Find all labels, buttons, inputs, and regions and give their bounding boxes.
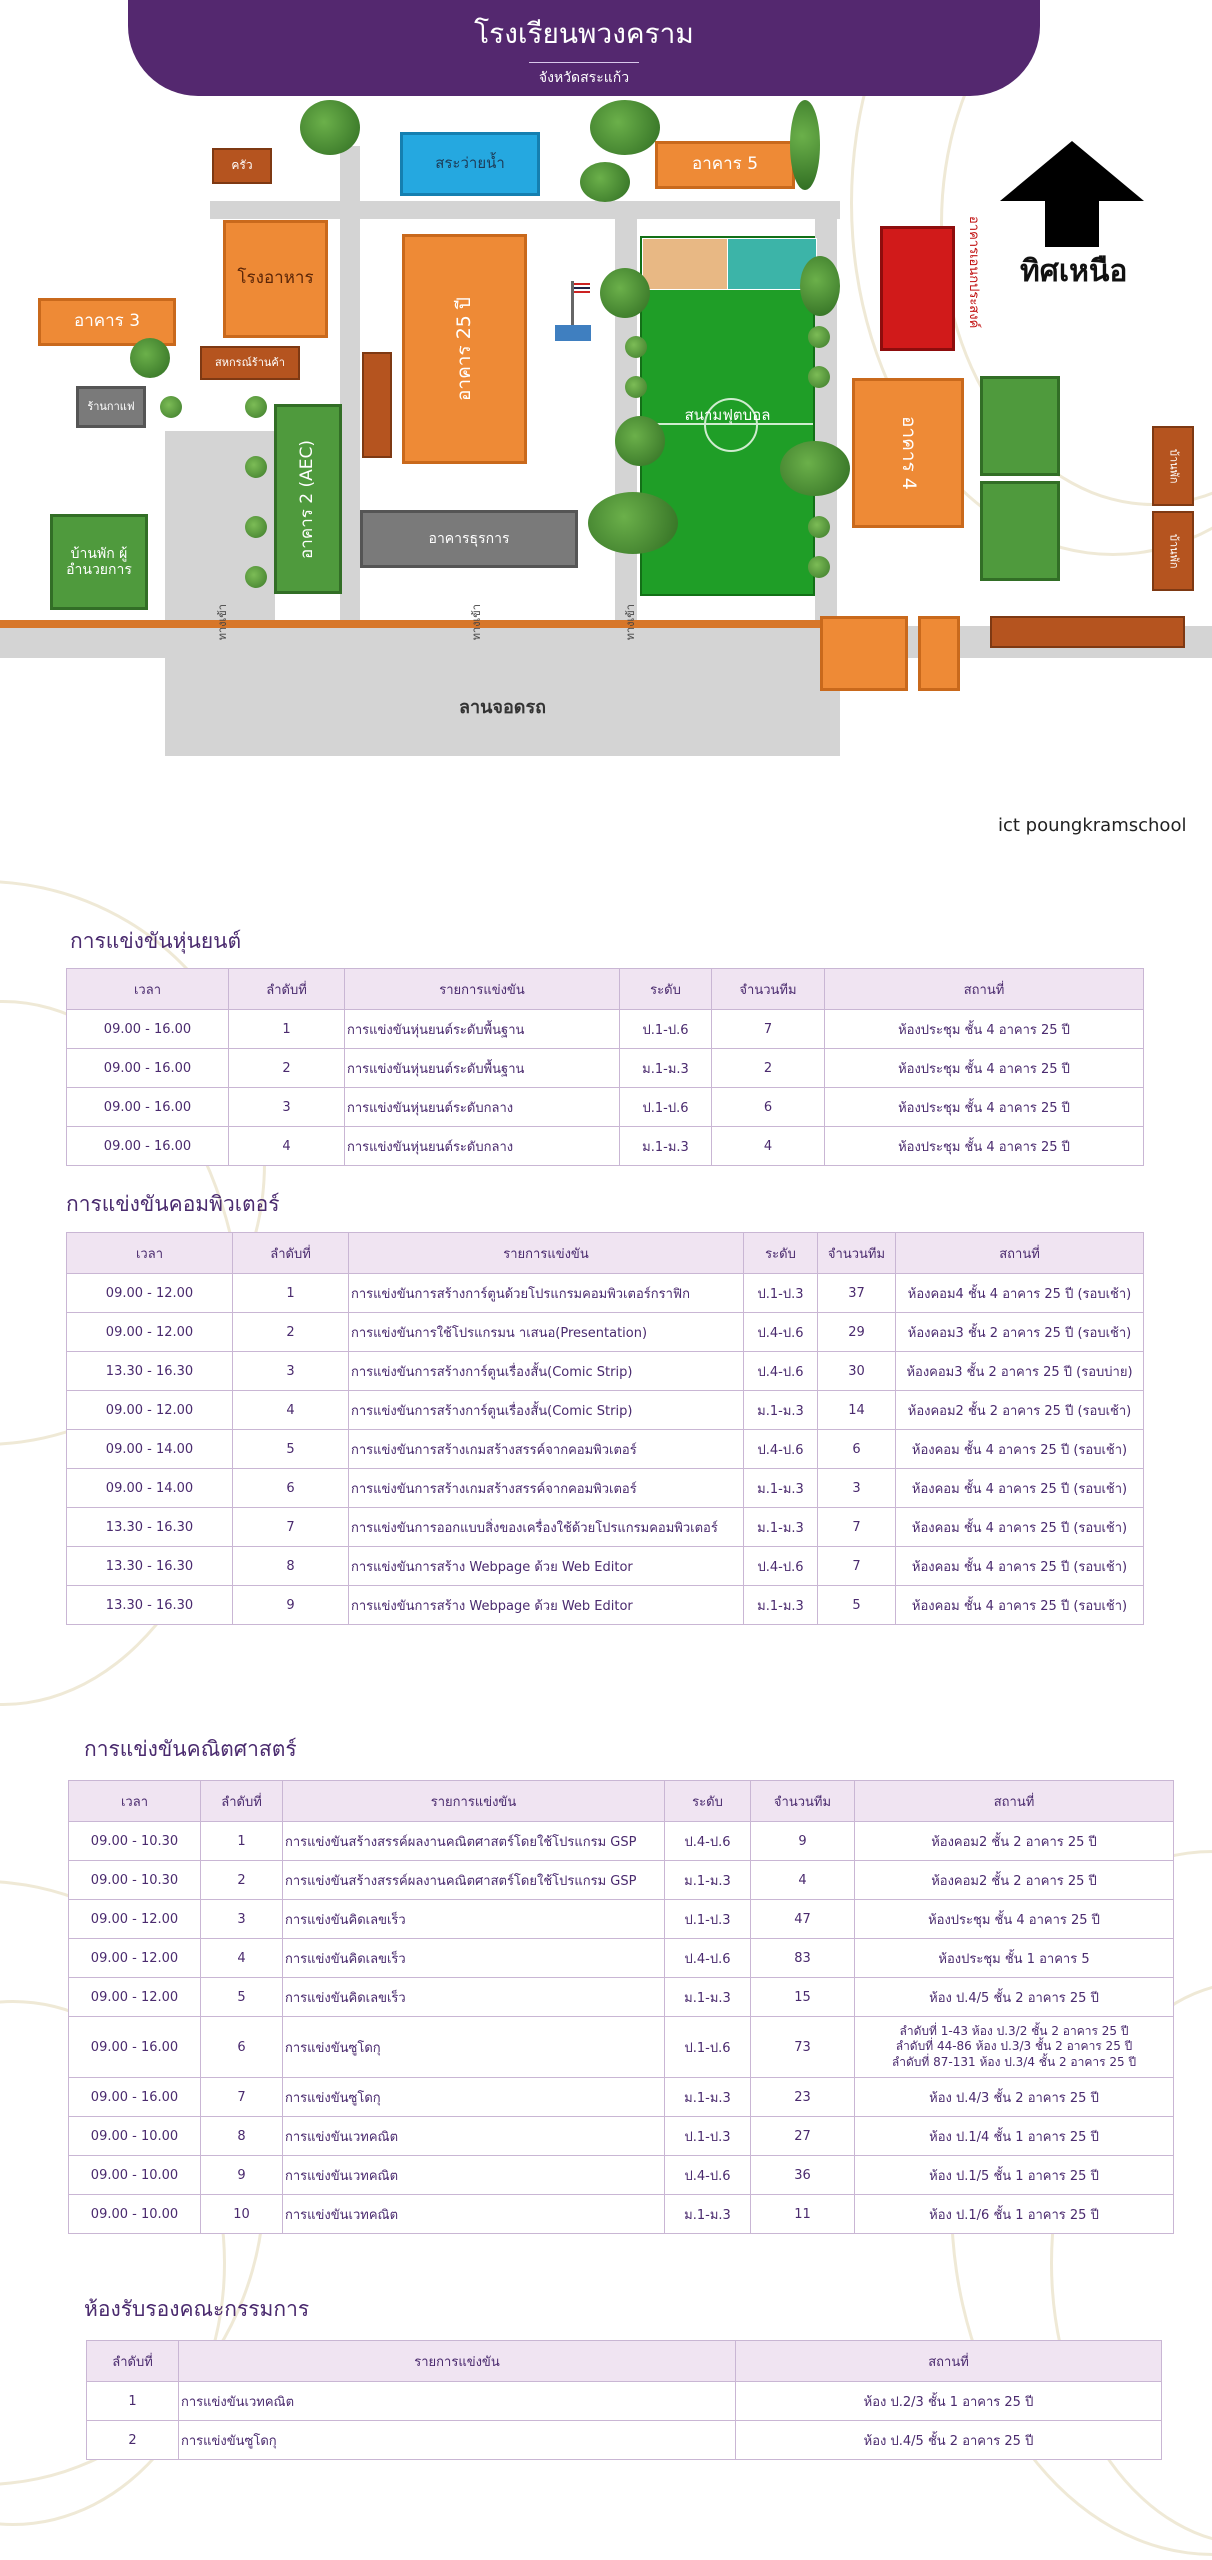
long-building-east	[990, 616, 1185, 648]
gate-block-1	[820, 616, 908, 691]
province-name: จังหวัดสระแก้ว	[538, 70, 630, 86]
table-row	[67, 1049, 1144, 1088]
table-cell: ห้อง ป.1/6 ชั้น 1 อาคาร 25 ปี	[855, 2195, 1174, 2234]
table-cell: ม.1-ม.3	[620, 1049, 712, 1088]
table-cell: ห้องคอม3 ชั้น 2 อาคาร 25 ปี (รอบเช้า)	[896, 1313, 1144, 1352]
table-row	[67, 1127, 1144, 1166]
committee-section-title: ห้องรับรองคณะกรรมการ	[84, 2297, 310, 2321]
table-cell: ห้องประชุม ชั้น 4 อาคาร 25 ปี	[825, 1010, 1144, 1049]
table-cell: 7	[818, 1547, 896, 1586]
tree	[790, 100, 820, 190]
table-cell: ม.1-ม.3	[744, 1391, 818, 1430]
table-cell: ป.1-ป.6	[665, 2017, 751, 2078]
table-cell: 10	[201, 2195, 283, 2234]
house-2: บ้านพัก	[1152, 511, 1194, 591]
table-cell: 09.00 - 10.30	[69, 1861, 201, 1900]
table-cell: 6	[712, 1088, 825, 1127]
table-cell: การแข่งขันการใช้โปรแกรมน าเสนอ(Presentation)	[349, 1313, 744, 1352]
robot-section-title: การแข่งขันหุ่นยนต์	[70, 929, 242, 953]
table-cell: การแข่งขันการสร้างการ์ตูนด้วยโปรแกรมคอมพิวเตอร์กราฟิก	[349, 1274, 744, 1313]
table-cell: 4	[751, 1861, 855, 1900]
table-cell: ป.4-ป.6	[744, 1430, 818, 1469]
parking-area	[165, 656, 840, 756]
table-cell: การแข่งขันคิดเลขเร็ว	[283, 1939, 665, 1978]
palm-tree	[625, 336, 647, 358]
table-cell: 09.00 - 16.00	[69, 2078, 201, 2117]
table-cell: การแข่งขันการออกแบบสิ่งของเครื่องใช้ด้วยโปรแกรมคอมพิวเตอร์	[349, 1508, 744, 1547]
table-cell: การแข่งขันคิดเลขเร็ว	[283, 1978, 665, 2017]
table-cell: การแข่งขันซูโดกุ	[283, 2078, 665, 2117]
table-cell: 1	[87, 2382, 179, 2421]
green-block-1	[980, 376, 1060, 476]
table-cell: ป.1-ป.6	[620, 1010, 712, 1049]
table-cell: ม.1-ม.3	[665, 1861, 751, 1900]
table-cell: ห้องคอม2 ชั้น 2 อาคาร 25 ปี	[855, 1822, 1174, 1861]
table-cell: การแข่งขันการสร้าง Webpage ด้วย Web Editor	[349, 1547, 744, 1586]
table-cell: ป.1-ป.3	[665, 2117, 751, 2156]
table-cell: ห้อง ป.4/3 ชั้น 2 อาคาร 25 ปี	[855, 2078, 1174, 2117]
table-cell: 09.00 - 10.30	[69, 1822, 201, 1861]
col-level: ระดับ	[665, 1781, 751, 1822]
table-cell: 9	[201, 2156, 283, 2195]
table-cell: ห้องคอม3 ชั้น 2 อาคาร 25 ปี (รอบบ่าย)	[896, 1352, 1144, 1391]
table-cell: 8	[201, 2117, 283, 2156]
table-row	[67, 1586, 1144, 1625]
table-cell: ห้อง ป.1/4 ชั้น 1 อาคาร 25 ปี	[855, 2117, 1174, 2156]
table-cell: การแข่งขันเวทคณิต	[283, 2195, 665, 2234]
computer-table-body	[67, 1274, 1144, 1625]
table-row	[67, 1010, 1144, 1049]
tree	[615, 416, 665, 466]
table-cell: การแข่งขันเวทคณิต	[283, 2117, 665, 2156]
table-cell: 3	[233, 1352, 349, 1391]
school-header	[128, 0, 1040, 96]
table-cell: 09.00 - 16.00	[67, 1088, 229, 1127]
table-cell: การแข่งขันหุ่นยนต์ระดับพื้นฐาน	[345, 1049, 620, 1088]
computer-table-header	[67, 1233, 1144, 1274]
col-venue: สถานที่	[736, 2341, 1162, 2382]
swimming-pool: สระว่ายน้ำ	[400, 132, 540, 196]
table-cell: ม.1-ม.3	[665, 2078, 751, 2117]
robot-table-header	[67, 969, 1144, 1010]
table-row	[69, 1822, 1174, 1861]
table-cell: 09.00 - 16.00	[69, 2017, 201, 2078]
computer-table	[66, 1232, 1144, 1625]
robot-table-body	[67, 1010, 1144, 1166]
kitchen-building: ครัว	[212, 148, 272, 184]
table-cell: 1	[233, 1274, 349, 1313]
table-cell: 2	[712, 1049, 825, 1088]
table-cell: 09.00 - 12.00	[67, 1391, 233, 1430]
table-row	[69, 1939, 1174, 1978]
table-row	[67, 1469, 1144, 1508]
table-row	[69, 2156, 1174, 2195]
table-cell: 29	[818, 1313, 896, 1352]
table-cell: 2	[201, 1861, 283, 1900]
table-cell: ป.1-ป.6	[620, 1088, 712, 1127]
multipurpose-building	[880, 226, 955, 351]
canteen-building: โรงอาหาร	[223, 220, 328, 338]
table-cell: 13.30 - 16.30	[67, 1508, 233, 1547]
north-arrow-shaft	[1045, 199, 1099, 247]
robot-table	[66, 968, 1144, 1166]
school-name: โรงเรียนพวงคราม	[474, 17, 694, 50]
fence-line	[0, 620, 840, 628]
table-cell: ห้อง ป.1/5 ชั้น 1 อาคาร 25 ปี	[855, 2156, 1174, 2195]
col-venue: สถานที่	[825, 969, 1144, 1010]
entrance-label-3: ทางเข้า	[624, 604, 637, 641]
north-label: ทิศเหนือ	[1020, 254, 1128, 289]
table-cell: 47	[751, 1900, 855, 1939]
table-cell: ป.1-ป.3	[665, 1900, 751, 1939]
table-cell: 09.00 - 10.00	[69, 2117, 201, 2156]
table-cell: 4	[712, 1127, 825, 1166]
palm-tree	[808, 516, 830, 538]
green-block-2	[980, 481, 1060, 581]
admin-building: อาคารธุรการ	[360, 510, 578, 568]
table-cell: 6	[233, 1469, 349, 1508]
coffee-shop: ร้านกาแฟ	[76, 386, 146, 428]
table-cell: 09.00 - 12.00	[69, 1900, 201, 1939]
col-time: เวลา	[67, 1233, 233, 1274]
table-cell: 13.30 - 16.30	[67, 1547, 233, 1586]
table-row	[69, 2117, 1174, 2156]
table-cell: 3	[818, 1469, 896, 1508]
table-cell: ม.1-ม.3	[665, 1978, 751, 2017]
committee-table-body	[87, 2382, 1162, 2460]
table-cell: การแข่งขันเวทคณิต	[283, 2156, 665, 2195]
math-section-title: การแข่งขันคณิตศาสตร์	[84, 1737, 297, 1761]
palm-tree	[245, 396, 267, 418]
table-cell: 09.00 - 12.00	[67, 1274, 233, 1313]
tree	[590, 100, 660, 155]
table-cell: 37	[818, 1274, 896, 1313]
committee-table-header	[87, 2341, 1162, 2382]
table-cell: การแข่งขันการสร้างเกมสร้างสรรค์จากคอมพิวเตอร์	[349, 1430, 744, 1469]
table-cell: 9	[233, 1586, 349, 1625]
table-cell: 09.00 - 12.00	[67, 1313, 233, 1352]
table-cell: 1	[201, 1822, 283, 1861]
col-event: รายการแข่งขัน	[349, 1233, 744, 1274]
col-time: เวลา	[69, 1781, 201, 1822]
col-teams: จำนวนทีม	[818, 1233, 896, 1274]
table-cell: การแข่งขันเวทคณิต	[179, 2382, 736, 2421]
table-cell: ม.1-ม.3	[665, 2195, 751, 2234]
col-event: รายการแข่งขัน	[179, 2341, 736, 2382]
table-row	[67, 1274, 1144, 1313]
small-block-west	[362, 352, 392, 458]
table-cell: 14	[818, 1391, 896, 1430]
table-row	[69, 2078, 1174, 2117]
table-cell: 9	[751, 1822, 855, 1861]
palm-tree	[160, 396, 182, 418]
table-cell: ห้องคอม ชั้น 4 อาคาร 25 ปี (รอบเช้า)	[896, 1469, 1144, 1508]
table-cell: การแข่งขันสร้างสรรค์ผลงานคณิตศาสตร์โดยใช้โปรแกรม GSP	[283, 1861, 665, 1900]
table-cell: ห้องประชุม ชั้น 4 อาคาร 25 ปี	[825, 1088, 1144, 1127]
palm-tree	[808, 326, 830, 348]
table-cell: 83	[751, 1939, 855, 1978]
table-cell: 8	[233, 1547, 349, 1586]
table-cell: ห้องคอม4 ชั้น 4 อาคาร 25 ปี (รอบเช้า)	[896, 1274, 1144, 1313]
multipurpose-label: อาคารเอนกประสงค์	[966, 216, 981, 329]
table-cell: การแข่งขันหุ่นยนต์ระดับกลาง	[345, 1127, 620, 1166]
house-1: บ้านพัก	[1152, 426, 1194, 506]
table-cell: การแข่งขันซูโดกุ	[283, 2017, 665, 2078]
table-cell: 09.00 - 16.00	[67, 1049, 229, 1088]
table-cell: 15	[751, 1978, 855, 2017]
col-teams: จำนวนทีม	[712, 969, 825, 1010]
table-cell: 4	[201, 1939, 283, 1978]
header-divider	[529, 62, 639, 63]
table-cell: การแข่งขันสร้างสรรค์ผลงานคณิตศาสตร์โดยใช้โปรแกรม GSP	[283, 1822, 665, 1861]
palm-tree	[245, 516, 267, 538]
col-order: ลำดับที่	[201, 1781, 283, 1822]
table-cell: 09.00 - 14.00	[67, 1430, 233, 1469]
table-cell: 4	[233, 1391, 349, 1430]
table-cell: 7	[201, 2078, 283, 2117]
table-cell: 7	[712, 1010, 825, 1049]
north-arrow-icon	[1000, 141, 1144, 201]
table-cell: ห้องประชุม ชั้น 4 อาคาร 25 ปี	[825, 1127, 1144, 1166]
table-cell: 09.00 - 12.00	[69, 1978, 201, 2017]
table-cell: 5	[201, 1978, 283, 2017]
table-row	[69, 2017, 1174, 2078]
table-cell: ห้องคอม2 ชั้น 2 อาคาร 25 ปี	[855, 1861, 1174, 1900]
table-cell: 09.00 - 12.00	[69, 1939, 201, 1978]
table-cell: 7	[233, 1508, 349, 1547]
table-cell: ป.4-ป.6	[744, 1352, 818, 1391]
table-row	[67, 1313, 1144, 1352]
building-2-aec: อาคาร 2 (AEC)	[274, 404, 342, 594]
table-cell: 09.00 - 14.00	[67, 1469, 233, 1508]
table-cell: ป.4-ป.6	[665, 1939, 751, 1978]
table-cell: ห้อง ป.2/3 ชั้น 1 อาคาร 25 ปี	[736, 2382, 1162, 2421]
col-time: เวลา	[67, 969, 229, 1010]
col-event: รายการแข่งขัน	[345, 969, 620, 1010]
gate-block-2	[918, 616, 960, 691]
table-cell: ลำดับที่ 1-43 ห้อง ป.3/2 ชั้น 2 อาคาร 25 ปี ลำดับที่ 44-86 ห้อง ป.3/3 ชั้น 2 อาคาร 25 ปี ลำดับที่ 87-131 ห้อง ป.3/4 ชั้น 2 อาคาร 25 ปี	[855, 2017, 1174, 2078]
table-cell: ห้องคอม ชั้น 4 อาคาร 25 ปี (รอบเช้า)	[896, 1508, 1144, 1547]
table-cell: 7	[818, 1508, 896, 1547]
coop-shop: สหกรณ์ร้านค้า	[200, 346, 300, 380]
table-cell: 27	[751, 2117, 855, 2156]
parking-label: ลานจอดรถ	[458, 696, 547, 718]
table-row	[67, 1430, 1144, 1469]
table-cell: 09.00 - 10.00	[69, 2156, 201, 2195]
col-event: รายการแข่งขัน	[283, 1781, 665, 1822]
table-row	[67, 1088, 1144, 1127]
col-venue: สถานที่	[896, 1233, 1144, 1274]
table-cell: ห้องคอม2 ชั้น 2 อาคาร 25 ปี (รอบเช้า)	[896, 1391, 1144, 1430]
table-cell: ห้องประชุม ชั้น 1 อาคาร 5	[855, 1939, 1174, 1978]
flagpole	[555, 281, 591, 341]
table-cell: 6	[201, 2017, 283, 2078]
table-cell: ห้องประชุม ชั้น 4 อาคาร 25 ปี	[855, 1900, 1174, 1939]
math-table-header	[69, 1781, 1174, 1822]
table-cell: ม.1-ม.3	[744, 1469, 818, 1508]
computer-section-title: การแข่งขันคอมพิวเตอร์	[66, 1192, 280, 1216]
col-level: ระดับ	[620, 969, 712, 1010]
table-cell: 2	[229, 1049, 345, 1088]
building-5: อาคาร 5	[655, 141, 795, 189]
building-4: อาคาร 4	[852, 378, 964, 528]
school-map	[0, 96, 1212, 756]
table-cell: ป.4-ป.6	[744, 1547, 818, 1586]
table-row	[67, 1547, 1144, 1586]
tree	[130, 338, 170, 378]
table-cell: ม.1-ม.3	[620, 1127, 712, 1166]
table-cell: ห้อง ป.4/5 ชั้น 2 อาคาร 25 ปี	[736, 2421, 1162, 2460]
tree	[588, 492, 678, 554]
table-row	[69, 1978, 1174, 2017]
table-cell: ป.4-ป.6	[665, 1822, 751, 1861]
table-cell: การแข่งขันคิดเลขเร็ว	[283, 1900, 665, 1939]
table-cell: การแข่งขันการสร้างการ์ตูนเรื่องสั้น(Comic Strip)	[349, 1352, 744, 1391]
director-housing: บ้านพัก ผู้อำนวยการ	[50, 514, 148, 610]
entrance-label-1: ทางเข้า	[216, 604, 229, 641]
table-cell: ป.4-ป.6	[665, 2156, 751, 2195]
table-cell: 13.30 - 16.30	[67, 1352, 233, 1391]
table-cell: การแข่งขันหุ่นยนต์ระดับกลาง	[345, 1088, 620, 1127]
table-cell: 1	[229, 1010, 345, 1049]
table-cell: 4	[229, 1127, 345, 1166]
basketball-court	[642, 238, 729, 290]
table-cell: ม.1-ม.3	[744, 1586, 818, 1625]
table-cell: 11	[751, 2195, 855, 2234]
table-row	[67, 1508, 1144, 1547]
col-order: ลำดับที่	[233, 1233, 349, 1274]
table-row	[67, 1352, 1144, 1391]
building-25-years: อาคาร 25 ปี	[402, 234, 527, 464]
table-cell: การแข่งขันการสร้าง Webpage ด้วย Web Editor	[349, 1586, 744, 1625]
table-cell: 23	[751, 2078, 855, 2117]
table-cell: ป.1-ป.3	[744, 1274, 818, 1313]
table-cell: 6	[818, 1430, 896, 1469]
table-row	[87, 2421, 1162, 2460]
table-row	[69, 1861, 1174, 1900]
table-cell: 2	[87, 2421, 179, 2460]
table-cell: 2	[233, 1313, 349, 1352]
tree	[780, 441, 850, 496]
table-cell: 73	[751, 2017, 855, 2078]
table-row	[69, 2195, 1174, 2234]
table-cell: ห้องประชุม ชั้น 4 อาคาร 25 ปี	[825, 1049, 1144, 1088]
col-level: ระดับ	[744, 1233, 818, 1274]
entrance-label-2: ทางเข้า	[470, 604, 483, 641]
table-cell: 09.00 - 16.00	[67, 1010, 229, 1049]
table-cell: ห้องคอม ชั้น 4 อาคาร 25 ปี (รอบเช้า)	[896, 1586, 1144, 1625]
table-cell: 5	[818, 1586, 896, 1625]
table-cell: การแข่งขันการสร้างเกมสร้างสรรค์จากคอมพิวเตอร์	[349, 1469, 744, 1508]
palm-tree	[808, 556, 830, 578]
tree	[800, 256, 840, 316]
table-cell: การแข่งขันการสร้างการ์ตูนเรื่องสั้น(Comic Strip)	[349, 1391, 744, 1430]
table-row	[69, 1900, 1174, 1939]
table-row	[87, 2382, 1162, 2421]
palm-tree	[245, 566, 267, 588]
credit-text: ict poungkramschool	[998, 815, 1187, 836]
road-left-vertical	[340, 146, 360, 666]
palm-tree	[245, 456, 267, 478]
math-table-body	[69, 1822, 1174, 2234]
table-cell: 30	[818, 1352, 896, 1391]
table-cell: การแข่งขันหุ่นยนต์ระดับพื้นฐาน	[345, 1010, 620, 1049]
table-cell: ห้องคอม ชั้น 4 อาคาร 25 ปี (รอบเช้า)	[896, 1430, 1144, 1469]
table-row	[67, 1391, 1144, 1430]
table-cell: 13.30 - 16.30	[67, 1586, 233, 1625]
table-cell: 3	[229, 1088, 345, 1127]
col-order: ลำดับที่	[87, 2341, 179, 2382]
building-3: อาคาร 3	[38, 298, 176, 346]
col-order: ลำดับที่	[229, 969, 345, 1010]
tree	[600, 268, 650, 318]
table-cell: 09.00 - 16.00	[67, 1127, 229, 1166]
table-cell: 5	[233, 1430, 349, 1469]
committee-table	[86, 2340, 1162, 2460]
col-venue: สถานที่	[855, 1781, 1174, 1822]
table-cell: ป.4-ป.6	[744, 1313, 818, 1352]
col-teams: จำนวนทีม	[751, 1781, 855, 1822]
tree	[580, 162, 630, 202]
palm-tree	[625, 376, 647, 398]
table-cell: ห้องคอม ชั้น 4 อาคาร 25 ปี (รอบเช้า)	[896, 1547, 1144, 1586]
palm-tree	[808, 366, 830, 388]
table-cell: 09.00 - 10.00	[69, 2195, 201, 2234]
tree	[300, 100, 360, 155]
table-cell: การแข่งขันซูโดกุ	[179, 2421, 736, 2460]
table-cell: ม.1-ม.3	[744, 1508, 818, 1547]
table-cell: ห้อง ป.4/5 ชั้น 2 อาคาร 25 ปี	[855, 1978, 1174, 2017]
football-field-label: สนามฟุตบอล	[684, 406, 771, 425]
road-top	[210, 201, 840, 219]
math-table	[68, 1780, 1174, 2234]
table-cell: 36	[751, 2156, 855, 2195]
table-cell: 3	[201, 1900, 283, 1939]
